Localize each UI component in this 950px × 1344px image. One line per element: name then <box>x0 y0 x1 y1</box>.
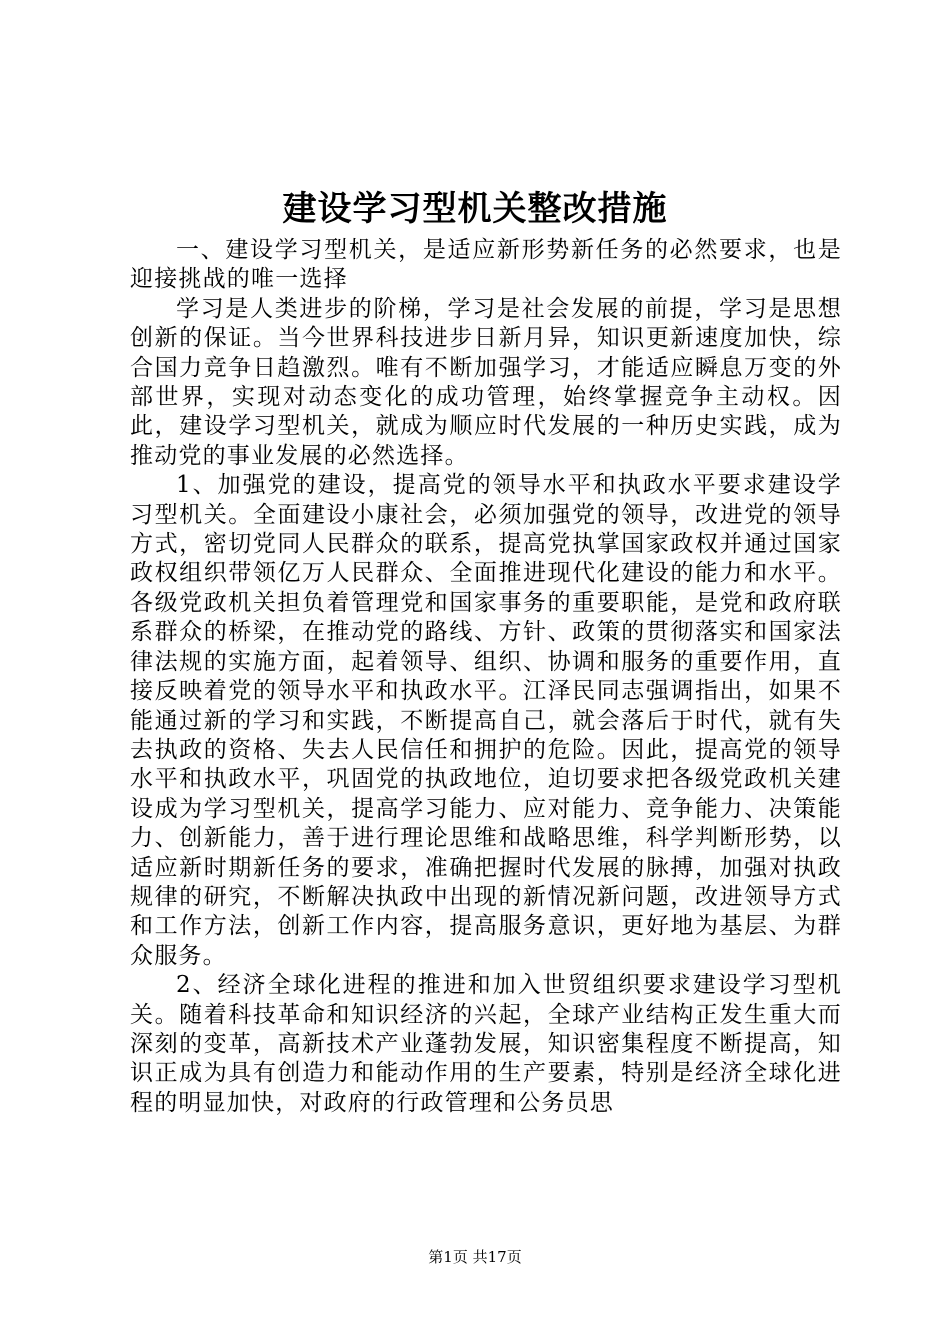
paragraph: 1、加强党的建设，提高党的领导水平和执政水平要求建设学习型机关。全面建设小康社会，必须加强党的领导，改进党的领导方式，密切党同人民群众的联系，提高党执掌国家政权并通过国家政权组织带领亿万人民群众、全面推进现代化建设的能力和水平。各级党政机关担负着管理党和国家事务的重要职能，是党和政府联系群众的桥梁，在推动党的路线、方针、政策的贯彻落实和国家法律法规的实施方面，起着领导、组织、协调和服务的重要作用，直接反映着党的领导水平和执政水平。江泽民同志强调指出，如果不能通过新的学习和实践，不断提高自己，就会落后于时代，就有失去执政的资格、失去人民信任和拥护的危险。因此，提高党的领导水平和执政水平，巩固党的执政地位，迫切要求把各级党政机关建设成为学习型机关，提高学习能力、应对能力、竞争能力、决策能力、创新能力，善于进行理论思维和战略思维，科学判断形势，以适应新时期新任务的要求，准确把握时代发展的脉搏，加强对执政规律的研究，不断解决执政中出现的新情况新问题，改进领导方式和工作方法，创新工作内容，提高服务意识，更好地为基层、为群众服务。 <box>130 472 842 969</box>
paragraph: 2、经济全球化进程的推进和加入世贸组织要求建设学习型机关。随着科技革命和知识经济的兴起，全球产业结构正发生重大而深刻的变革，高新技术产业蓬勃发展，知识密集程度不断提高，知识正成为具有创造力和能动作用的生产要素，特别是经济全球化进程的明显加快，对政府的行政管理和公务员思 <box>130 972 842 1116</box>
page-number-footer: 第1页 共17页 <box>428 1248 522 1266</box>
document-title: 建设学习型机关整改措施 <box>282 189 668 229</box>
document-body <box>130 236 842 1118</box>
paragraph: 一、建设学习型机关，是适应新形势新任务的必然要求，也是迎接挑战的唯一选择 <box>130 237 842 293</box>
paragraph: 学习是人类进步的阶梯，学习是社会发展的前提，学习是思想创新的保证。当今世界科技进步日新月异，知识更新速度加快，综合国力竞争日趋激烈。唯有不断加强学习，才能适应瞬息万变的外部世界，实现对动态变化的成功管理，始终掌握竞争主动权。因此，建设学习型机关，就成为顺应时代发展的一种历史实践，成为推动党的事业发展的必然选择。 <box>130 295 842 469</box>
